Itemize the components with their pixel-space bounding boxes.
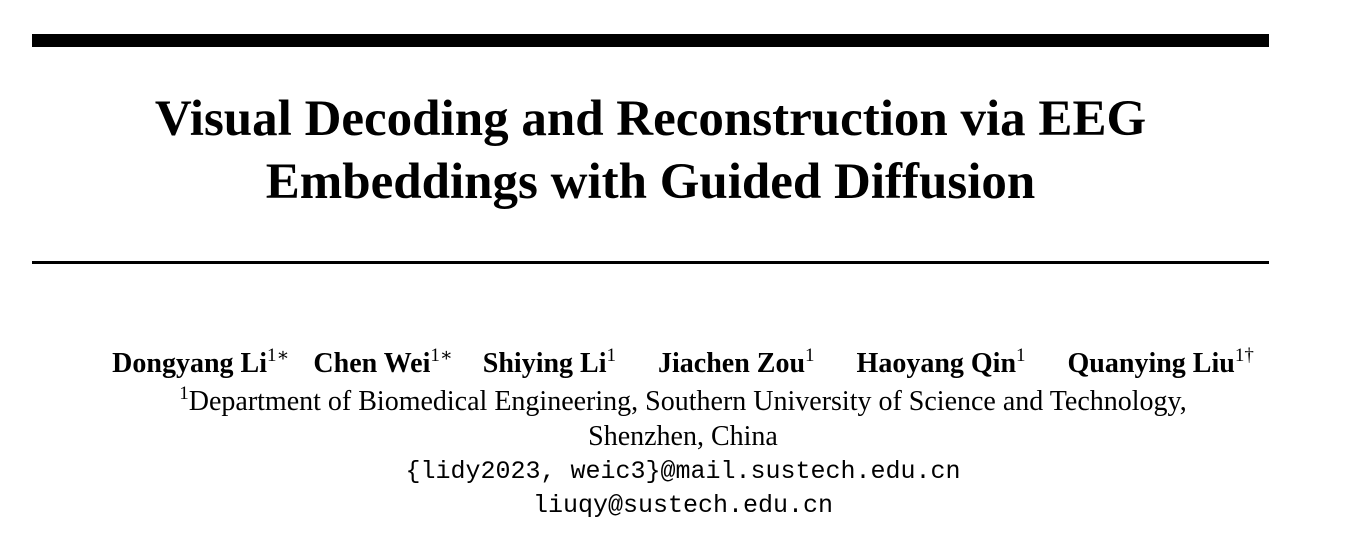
email-address: {lidy2023, weic3}@mail.sustech.edu.cn bbox=[405, 457, 961, 486]
author-affiliation-mark: 1∗ bbox=[266, 345, 290, 366]
author-affiliation-mark: 1∗ bbox=[430, 345, 453, 366]
author bbox=[313, 346, 452, 382]
author-name: Jiachen Zou bbox=[658, 348, 806, 379]
title-line-1: Visual Decoding and Reconstruction via EEG bbox=[154, 91, 1147, 147]
title-line-2: Embeddings with Guided Diffusion bbox=[265, 154, 1036, 210]
author bbox=[1068, 346, 1254, 382]
author bbox=[112, 346, 289, 382]
author-name: Haoyang Qin bbox=[856, 348, 1017, 379]
paper-title bbox=[32, 88, 1269, 214]
author-affiliation-mark: 1 bbox=[805, 345, 815, 366]
affiliation-line-2: Shenzhen, China bbox=[588, 421, 778, 452]
author-affiliation-mark: 1† bbox=[1234, 345, 1254, 366]
affiliation bbox=[0, 384, 1366, 454]
email-address: liuqy@sustech.edu.cn bbox=[532, 491, 834, 520]
author-name: Shiying Li bbox=[482, 348, 607, 379]
title-top-rule bbox=[32, 34, 1269, 47]
author bbox=[857, 346, 1026, 382]
author bbox=[483, 346, 616, 382]
affiliation-marker: 1 bbox=[179, 383, 189, 404]
author-list bbox=[0, 346, 1366, 382]
affiliation-line-1: Department of Biomedical Engineering, Southern University of Science and Technology, bbox=[188, 386, 1187, 417]
title-bottom-rule bbox=[32, 261, 1269, 264]
author-affiliation-mark: 1 bbox=[1016, 345, 1026, 366]
author-name: Quanying Liu bbox=[1067, 348, 1235, 379]
author-name: Chen Wei bbox=[313, 348, 431, 379]
author bbox=[658, 346, 815, 382]
author-name: Dongyang Li bbox=[112, 348, 267, 379]
author-affiliation-mark: 1 bbox=[606, 345, 617, 366]
